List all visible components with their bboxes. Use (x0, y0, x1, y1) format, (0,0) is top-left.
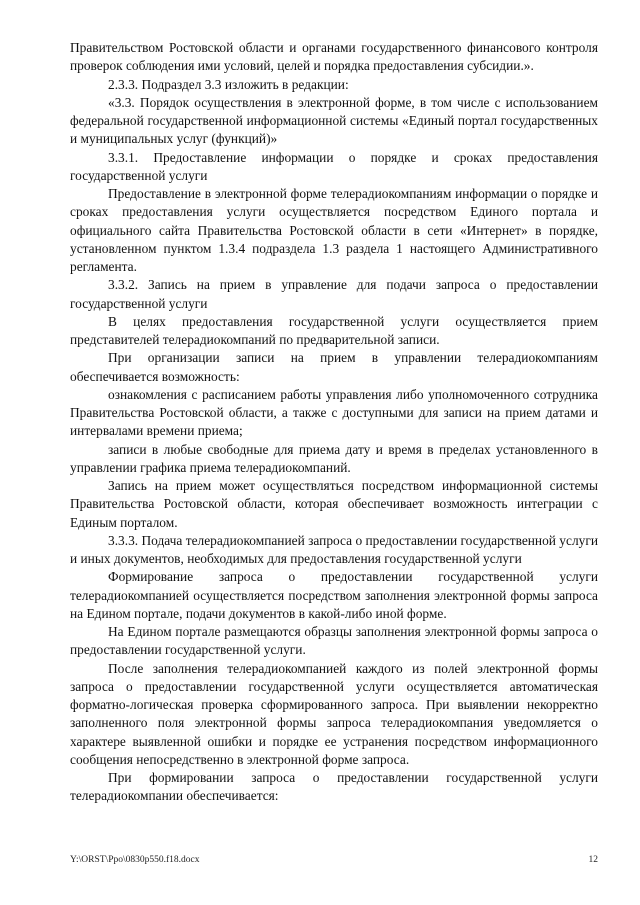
paragraph: При формировании запроса о предоставлении государственной услуги телерадиокомпании обеспечивается: (70, 770, 598, 804)
paragraph: В целях предоставления государственной услуги осуществляется прием представителей телерадиокомпаний по предварительной записи. (70, 313, 598, 347)
document-body (70, 39, 598, 806)
paragraph: Предоставление в электронной форме телерадиокомпаниям информации о порядке и сроках предоставления услуги осуществляется посредством Единого портала и официального сайта Правительства Ростовской области в сети «Интернет» в порядке, установленном пунктом 1.3.4 подраздела 1.3 раздела 1 настоящего Административного регламента. (70, 186, 598, 274)
paragraph: «3.3. Порядок осуществления в электронной форме, в том числе с использованием федеральной государственной информационной системы «Единый портал государственных и муниципальных услуг (функций)» (70, 94, 598, 147)
paragraph: записи в любые свободные для приема дату и время в пределах установленного в управлении графика приема телерадиокомпаний. (70, 441, 598, 475)
page-number: 12 (588, 855, 598, 865)
paragraph: На Едином портале размещаются образцы заполнения электронной формы запроса о предоставлении государственной услуги. (70, 624, 598, 658)
paragraph: После заполнения телерадиокомпанией каждого из полей электронной формы запроса о предоставлении государственной услуги осуществляется автоматическая форматно-логическая проверка сформированного запроса. При выявлении некорректно заполненного поля электронной формы запроса телерадиокомпания уведомляется о характере выявленной ошибки и порядке ее устранения посредством информационного сообщения непосредственно в электронной форме запроса. (70, 660, 598, 767)
paragraph: 3.3.2. Запись на прием в управление для подачи запроса о предоставлении государственной услуги (70, 277, 598, 311)
paragraph: Формирование запроса о предоставлении государственной услуги телерадиокомпанией осуществляется посредством заполнения электронной формы запроса на Едином портале, подачи документов в какой-либо иной форме. (70, 569, 598, 621)
paragraph: 2.3.3. Подраздел 3.3 изложить в редакции: (108, 76, 349, 92)
footer-file-path: Y:\ORST\Ppo\0830p550.f18.docx (70, 855, 200, 865)
paragraph: При организации записи на прием в управлении телерадиокомпаниям обеспечивается возможность: (70, 350, 598, 384)
paragraph: 3.3.3. Подача телерадиокомпанией запроса о предоставлении государственной услуги и иных документов, необходимых для предоставления государственной услуги (70, 532, 598, 566)
paragraph: ознакомления с расписанием работы управления либо уполномоченного сотрудника Правительства Ростовской области, а также с доступными для записи на прием датами и интервалами времени приема; (70, 386, 598, 439)
paragraph: 3.3.1. Предоставление информации о порядке и сроках предоставления государственной услуги (70, 149, 598, 183)
paragraph: Запись на прием может осуществляться посредством информационной системы Правительства Ростовской области, которая обеспечивает возможность интеграции с Единым порталом. (70, 478, 598, 530)
paragraph: Правительством Ростовской области и органами государственного финансового контроля проверок соблюдения ими условий, целей и порядка предоставления субсидии.». (70, 40, 598, 74)
